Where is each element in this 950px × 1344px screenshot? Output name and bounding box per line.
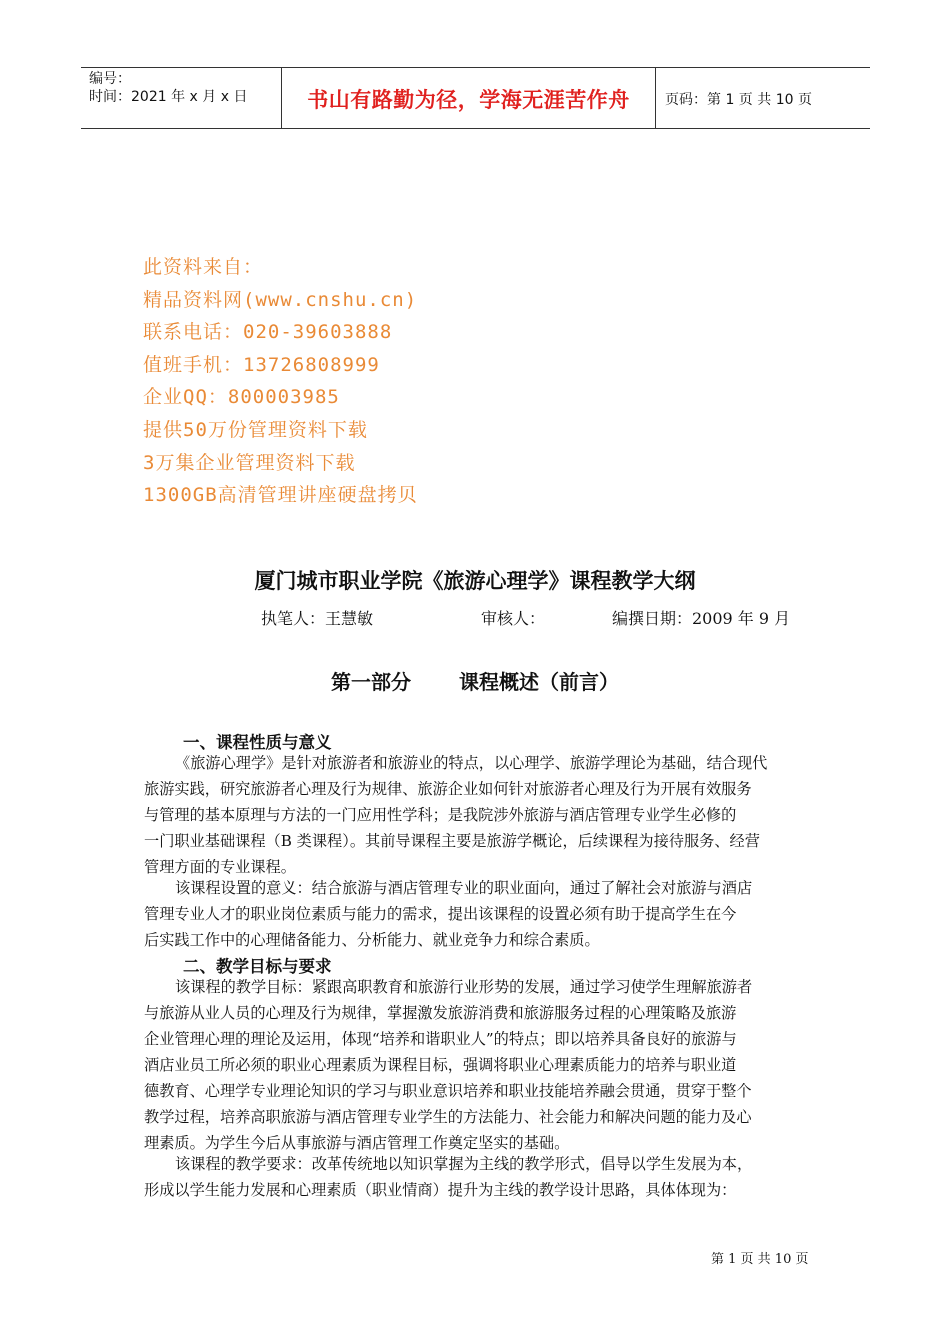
text-line: 该课程的教学要求：改革传统地以知识掌握为主线的教学形式，倡导以学生发展为本， — [175, 1155, 753, 1173]
text-line: 教学过程，培养高职旅游与酒店管理专业学生的方法能力、社会能力和解决问题的能力及心 — [144, 1108, 752, 1126]
header-top-rule — [81, 67, 870, 68]
header-page-number: 页码：第 1 页 共 10 页 — [665, 92, 812, 108]
promo-block — [143, 251, 418, 512]
header-bottom-rule — [81, 128, 870, 129]
header-left-cell — [89, 70, 247, 106]
text-line: 管理方面的专业课程。 — [144, 858, 296, 876]
promo-line: 提供50万份管理资料下载 — [143, 418, 368, 441]
promo-line: 联系电话：020-39603888 — [143, 321, 393, 344]
paragraph-teaching-requirements — [144, 1151, 806, 1203]
text-line: 《旅游心理学》是针对旅游者和旅游业的特点，以心理学、旅游学理论为基础，结合现代 — [175, 754, 768, 772]
promo-line: 值班手机：13726808999 — [143, 353, 380, 376]
section-heading-nature: 一、课程性质与意义 — [183, 733, 332, 752]
text-line: 企业管理心理的理论及运用，体现“培养和谐职业人”的特点；即以培养具备良好的旅游与 — [144, 1030, 737, 1048]
promo-line: 精品资料网(www.cnshu.cn) — [143, 288, 418, 311]
time-label: 时间：2021 年 x 月 x 日 — [89, 89, 248, 105]
text-line: 与旅游从业人员的心理及行为规律，掌握激发旅游消费和旅游服务过程的心理策略及旅游 — [144, 1004, 737, 1022]
footer-page-number: 第 1 页 共 10 页 — [711, 1252, 809, 1267]
text-line: 旅游实践，研究旅游者心理及行为规律、旅游企业如何针对旅游者心理及行为开展有效服务 — [144, 780, 752, 798]
header-divider-right — [655, 68, 656, 128]
document-title: 厦门城市职业学院《旅游心理学》课程教学大纲 — [254, 569, 696, 593]
reviewer-line: 审核人： — [481, 609, 546, 628]
text-line: 德教育、心理学专业理论知识的学习与职业意识培养和职业技能培养融会贯通，贯穿于整个 — [144, 1082, 752, 1100]
text-line: 与管理的基本原理与方法的一门应用性学科；是我院涉外旅游与酒店管理专业学生必修的 — [144, 806, 737, 824]
text-line: 形成以学生能力发展和心理素质（职业情商）提升为主线的教学设计思路，具体体现为： — [144, 1181, 737, 1199]
text-line: 酒店业员工所必须的职业心理素质为课程目标，强调将职业心理素质能力的培养与职业道 — [144, 1056, 737, 1074]
text-line: 理素质。为学生今后从事旅游与酒店管理工作奠定坚实的基础。 — [144, 1134, 570, 1152]
promo-line: 此资料来自： — [143, 256, 264, 278]
author-line: 执笔人：王慧敏 — [261, 609, 374, 628]
header-motto: 书山有路勤为径，学海无涯苦作舟 — [307, 88, 630, 112]
promo-line: 企业QQ：800003985 — [143, 386, 340, 409]
text-line: 该课程设置的意义：结合旅游与酒店管理专业的职业面向，通过了解社会对旅游与酒店 — [175, 879, 753, 897]
text-line: 该课程的教学目标：紧跟高职教育和旅游行业形势的发展，通过学习使学生理解旅游者 — [175, 978, 753, 996]
compile-date: 编撰日期：2009 年 9 月 — [612, 609, 791, 628]
text-line: 后实践工作中的心理储备能力、分析能力、就业竞争力和综合素质。 — [144, 931, 600, 949]
text-line: 管理专业人才的职业岗位素质与能力的需求，提出该课程的设置必须有助于提高学生在今 — [144, 905, 737, 923]
part-name: 课程概述（前言） — [459, 670, 619, 694]
serial-label: 编号： — [89, 71, 131, 87]
part-title — [0, 666, 950, 695]
promo-line: 1300GB高清管理讲座硬盘拷贝 — [143, 484, 418, 507]
paragraph-teaching-goals — [144, 974, 806, 1156]
text-line: 一门职业基础课程（B 类课程）。其前导课程主要是旅游学概论，后续课程为接待服务、经营 — [144, 832, 760, 850]
paragraph-course-significance — [144, 875, 806, 953]
part-number: 第一部分 — [331, 670, 411, 694]
paragraph-course-nature — [144, 750, 806, 880]
promo-line: 3万集企业管理资料下载 — [143, 451, 356, 474]
section-heading-goals: 二、教学目标与要求 — [183, 957, 332, 976]
